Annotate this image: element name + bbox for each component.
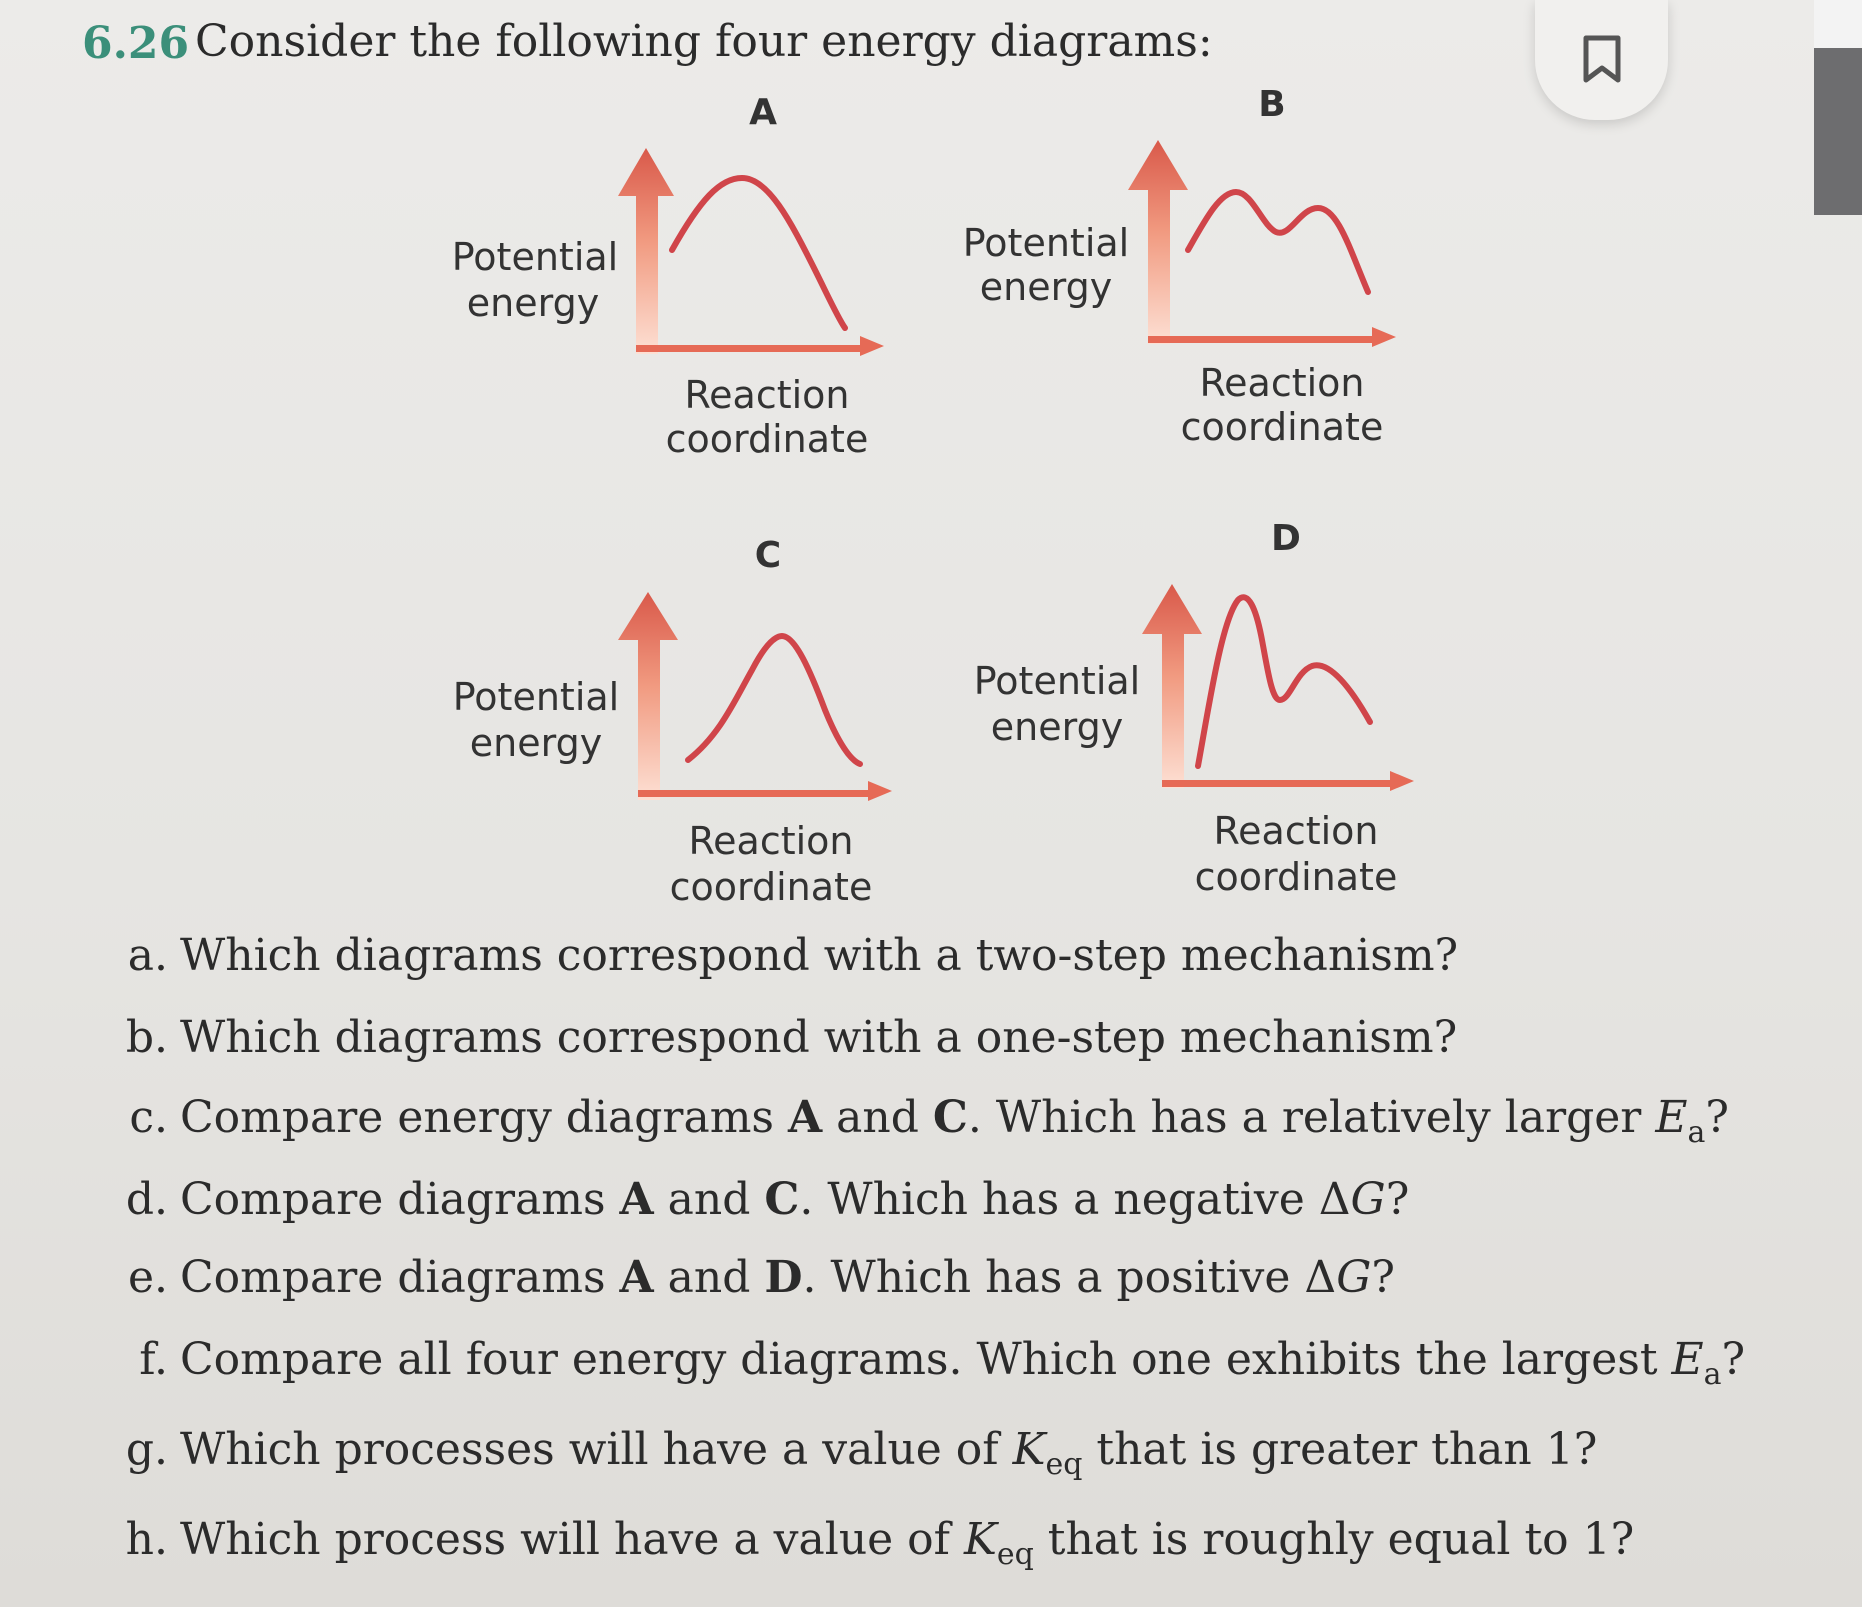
question-text: Compare diagrams A and C. Which has a negative ΔG? [180,1174,1410,1225]
question-item [100,1092,1729,1150]
diagram-c [453,535,892,909]
x-axis-label-line2: coordinate [1194,855,1398,899]
y-axis-label-line2: energy [990,705,1124,749]
problem-number: 6.26 [82,18,190,69]
question-letter: d. [125,1174,168,1225]
diagram-a [452,92,884,461]
diagram-label: C [754,535,782,576]
y-axis-label-line2: energy [469,721,603,765]
question-item [100,1424,1597,1482]
y-axis-label-line2: energy [466,281,600,325]
question-letter: g. [125,1424,168,1475]
question-text: Which diagrams correspond with a two-step mechanism? [180,930,1459,981]
diagram-d [974,518,1414,899]
x-axis-arrow [1148,327,1396,347]
question-letter: e. [127,1252,168,1303]
x-axis-label-line2: coordinate [1180,405,1384,449]
x-axis-label-line2: coordinate [669,865,873,909]
question-text: Which process will have a value of $K_{eq}$ that is roughly equal to 1? [180,1514,1635,1572]
question-item [100,1174,1409,1225]
question-text: Compare energy diagrams A and C. Which has a relatively larger $E_a$? [180,1092,1729,1150]
y-axis-arrow [618,592,678,800]
energy-curve [672,178,845,328]
energy-curve [1188,192,1368,292]
question-letter: f. [139,1334,168,1385]
question-item [100,1252,1395,1303]
question-text: Compare diagrams A and D. Which has a positive ΔG? [180,1252,1395,1303]
x-axis-arrow [636,336,884,356]
question-letter: c. [129,1092,168,1143]
diagram-label: A [749,92,777,133]
question-letter: a. [127,930,168,981]
y-axis-label: Potential [451,235,619,279]
y-axis-label: Potential [973,659,1141,703]
y-axis-label-line2: energy [979,265,1113,309]
energy-curve [688,636,860,764]
diagram-label: D [1271,518,1301,559]
question-item [100,1514,1634,1572]
question-item [100,1334,1745,1392]
y-axis-arrow [1142,584,1202,788]
question-letter: b. [125,1012,168,1063]
question-item [100,930,1458,981]
x-axis-arrow [638,781,892,801]
x-axis-label: Reaction [684,373,850,417]
y-axis-arrow [1128,140,1188,344]
question-text: Compare all four energy diagrams. Which one exhibits the largest $E_a$? [180,1334,1746,1392]
diagram-b [963,84,1396,449]
y-axis-arrow [618,148,674,354]
question-item [100,1012,1457,1063]
x-axis-label-line2: coordinate [665,417,869,461]
diagram-label: B [1258,84,1286,125]
x-axis-label: Reaction [688,819,854,863]
x-axis-label: Reaction [1199,361,1365,405]
question-text: Which diagrams correspond with a one-step mechanism? [180,1012,1458,1063]
x-axis-arrow [1162,771,1414,791]
y-axis-label: Potential [452,675,620,719]
question-text: Which processes will have a value of $K_{eq}$ that is greater than 1? [180,1424,1598,1482]
question-letter: h. [125,1514,168,1565]
energy-curve [1198,597,1370,766]
x-axis-label: Reaction [1213,809,1379,853]
y-axis-label: Potential [962,221,1130,265]
problem-title: Consider the following four energy diagrams: [195,16,1213,67]
